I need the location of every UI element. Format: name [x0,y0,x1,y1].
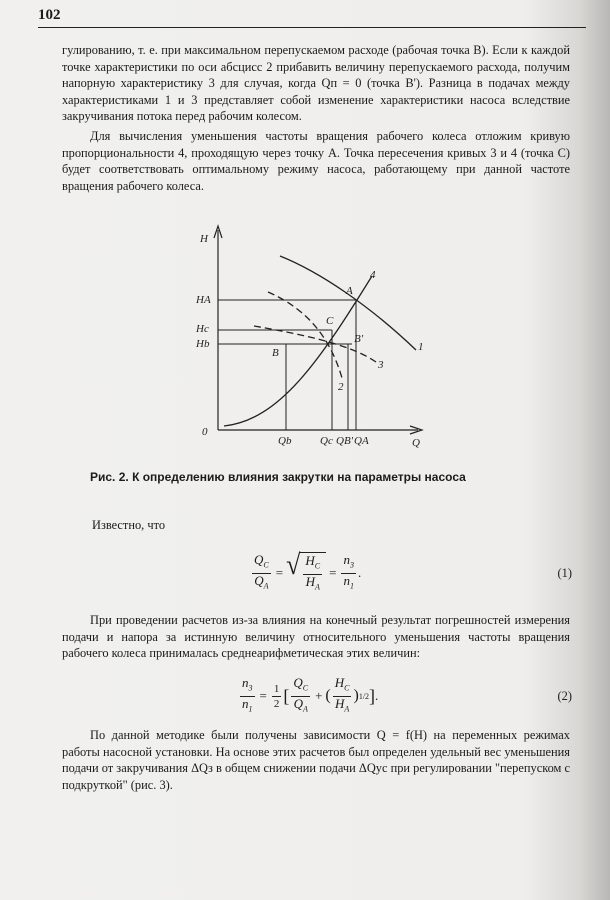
curve-4 [224,276,372,426]
curve-1 [280,256,416,350]
x-tick-qa: QA [354,435,369,447]
origin-label: 0 [202,426,208,438]
y-tick-hb: Hb [196,338,210,350]
point-a-label: A [346,285,353,297]
paragraph-1: гулированию, т. е. при максимальном перепускаемом расходе (рабочая точка В). Если к каждой точке характеристики по оси абсцисс 2 прибавить величину перепускаемого расхода, получим напорную характеристику 3 для случая, когда Qп = 0 (точка В'). Разница в подачах между характеристиками 1 и 3 представляет собой изменение характеристики насоса вследствие закручивания потока перед рабочим колесом. [62,43,570,124]
curve-3-label: 3 [378,359,384,371]
figure-2-diagram [180,220,440,450]
lead-in-text: Известно, что [92,518,166,532]
x-tick-qb: Qb [278,435,292,447]
curve-1-label: 1 [418,341,424,353]
equation-1-number: (1) [557,566,572,580]
curve-2 [268,292,342,378]
y-axis-label: H [200,233,208,245]
equation-1: $\frac{Q_C}{Q_A}$ = √ $\frac{H_C}{H_A}$ = $\frac{n_3}{n_1}$ . [250,552,361,594]
x-tick-qc: Qc [320,435,333,447]
point-bprime-label: B' [354,333,364,345]
paragraph-2: Для вычисления уменьшения частоты вращения рабочего колеса отложим кривую пропорциональности 4, проходящую через точку А. Точка пересечения кривых 3 и 4 (точка С) будет соответствовать оптимальному режиму насоса, работающему при данной частоте вращения рабочего колеса. [62,129,570,193]
page-number: 102 [38,7,61,23]
point-c-label: C [326,315,334,327]
point-b-label: B [272,347,279,359]
header-rule [38,27,586,28]
equation-2-number: (2) [557,689,572,703]
equation-2: $\frac{n_3}{n_1}$ = $\frac{1}{2}$ [ $\frac{Q_C}{Q_A}$ + ( $\frac{H_C}{H_A}$ ) 1/2 ] . [242,675,379,714]
x-tick-qbprime: QB' [336,435,354,447]
curve-4-label: 4 [370,269,376,281]
x-axis-label: Q [412,437,420,449]
figure-caption: Рис. 2. К определению влияния закрутки на параметры насоса [90,470,466,484]
curve-2-label: 2 [338,381,344,393]
y-tick-hc: Hc [196,323,209,335]
paragraph-3: При проведении расчетов из-за влияния на конечный результат погрешностей измерения подачи и напора за истинную величину относительного уменьшения частоты вращения рабочего колеса принималась среднеарифметическая этих величин: [62,613,570,661]
paragraph-4: По данной методике были получены зависимости Q = f(H) на переменных режимах работы насосной установки. На основе этих расчетов был определен удельный вес уменьшения подачи от закручивания ΔQз в общем снижении подачи ΔQус при регулировании "перепуском с подкруткой" (рис. 3). [62,728,570,792]
y-tick-ha: HA [196,294,211,306]
